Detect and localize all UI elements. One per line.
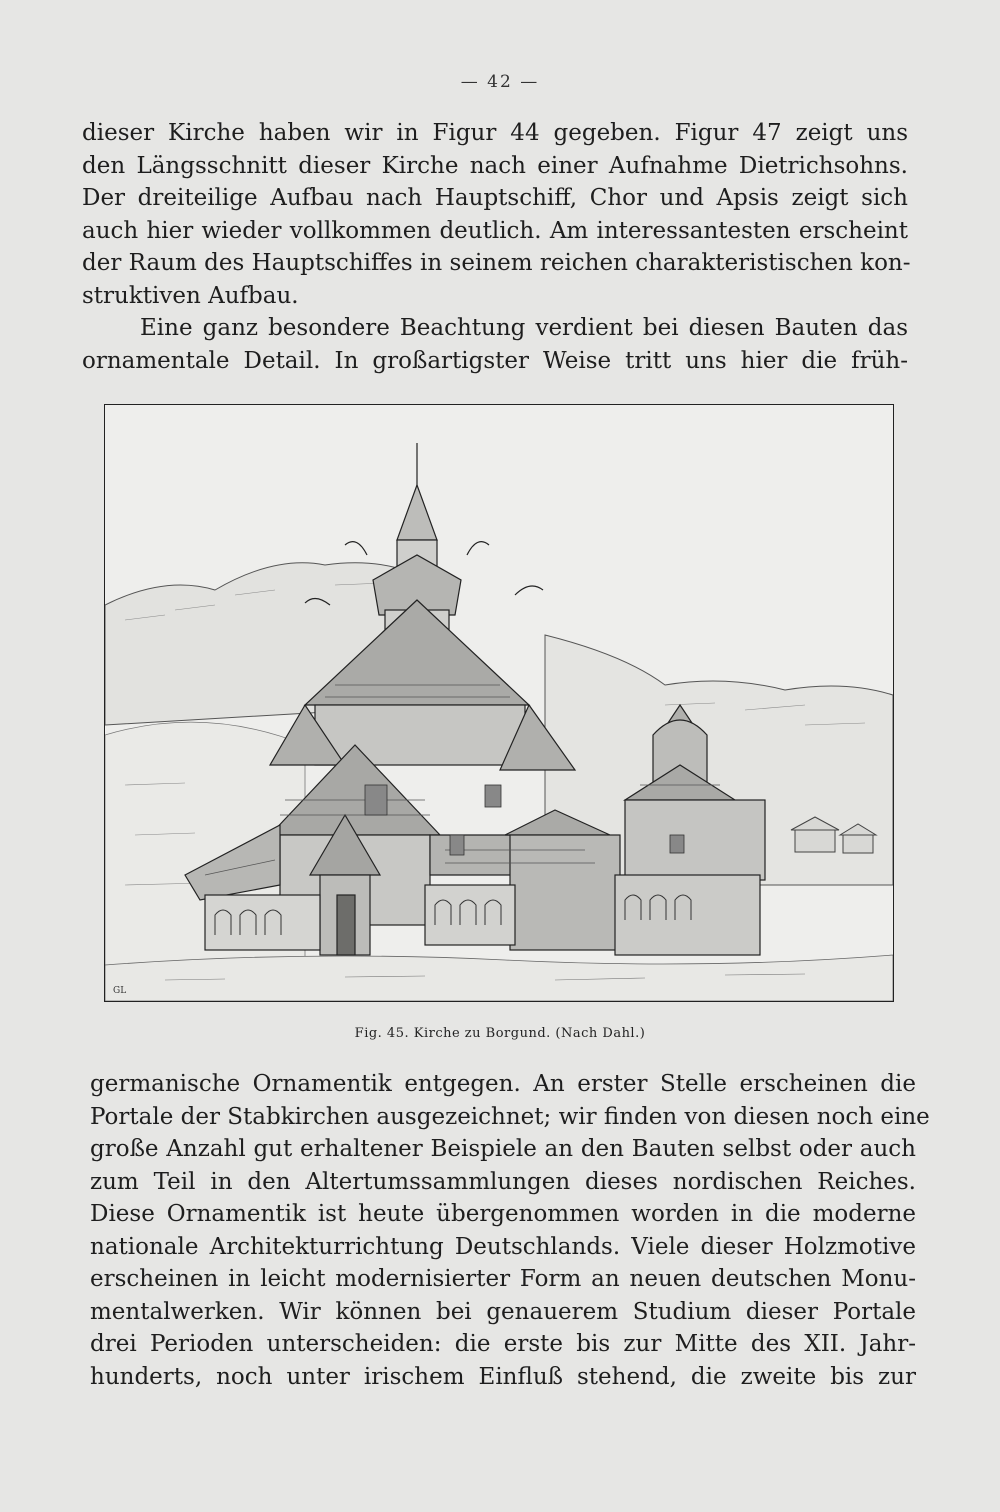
text-line: Portale der Stabkirchen ausgezeichnet; wir finden von diesen noch eine [90,1103,930,1130]
text-line: nationale Architekturrichtung Deutschlands. Viele dieser Holzmotive [90,1233,916,1260]
figure-stave-church-engraving [104,404,894,1002]
text-line: germanische Ornamentik entgegen. An erster Stelle erscheinen die [90,1071,916,1097]
figure-caption: Fig. 45. Kirche zu Borgund. (Nach Dahl.) [354,1026,646,1041]
paragraph [82,312,908,377]
text-line: dieser Kirche haben wir in Figur 44 gegeben. Figur 47 zeigt uns [82,120,908,146]
text-line: große Anzahl gut erhaltener Beispiele an den Bauten selbst oder auch [90,1136,916,1162]
text-line: der Raum des Hauptschiffes in seinem reichen charakteristischen kon- [82,250,911,276]
body-text-bottom [90,1068,930,1393]
page-number: — 42 — [460,72,540,92]
text-line: struktiven Aufbau. [82,282,299,309]
text-line: den Längsschnitt dieser Kirche nach einer Aufnahme Dietrichsohns. [82,152,908,179]
text-line: auch hier wieder vollkommen deutlich. Am interessantesten erscheint [82,217,908,244]
text-line: Der dreiteilige Aufbau nach Hauptschiff, Chor und Apsis zeigt sich [82,185,908,211]
paragraph [90,1068,930,1393]
text-line: erscheinen in leicht modernisierter Form an neuen deutschen Monu- [90,1266,916,1292]
text-line: drei Perioden unterscheiden: die erste bis zur Mitte des XII. Jahr- [90,1331,916,1357]
text-line: Eine ganz besondere Beachtung verdient bei diesen Bauten das [140,315,908,341]
paragraph [82,117,911,312]
body-text-top [82,117,911,377]
artist-signature: GL [113,986,127,996]
text-line: Diese Ornamentik ist heute übergenommen worden in die moderne [90,1201,916,1227]
text-line: zum Teil in den Altertumssammlungen dieses nordischen Reiches. [90,1168,916,1195]
text-line: hunderts, noch unter irischem Einfluß stehend, die zweite bis zur [90,1363,916,1390]
church-illustration [105,405,893,1001]
text-line: mentalwerken. Wir können bei genauerem Studium dieser Portale [90,1298,916,1325]
text-line: ornamentale Detail. In großartigster Weise tritt uns hier die früh- [82,347,908,374]
